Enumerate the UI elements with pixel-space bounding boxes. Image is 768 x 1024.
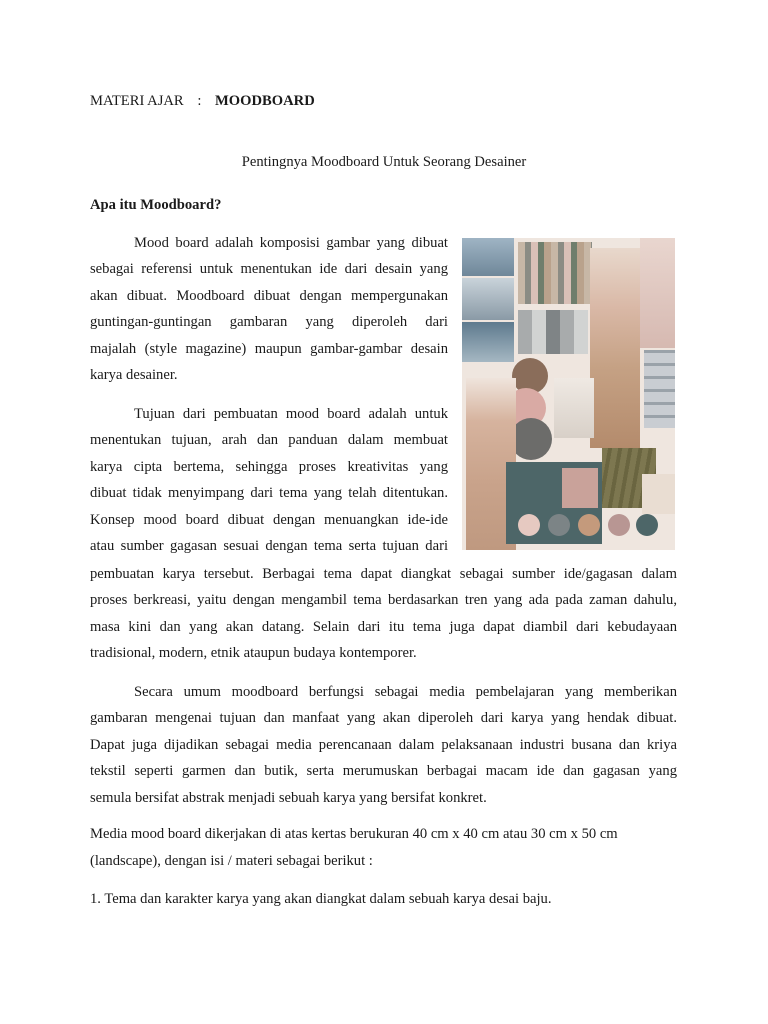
texture-tiles — [518, 310, 588, 354]
para2-line: proses berkreasi, yaitu dengan mengambil tema berdasarkan tren yang ada pada zaman dahulu, — [90, 592, 677, 608]
header-topic: MOODBOARD — [215, 93, 315, 109]
interior-photo — [462, 278, 514, 320]
para3-line: tekstil seperti garmen dan butik, serta merumuskan berbagai macam ide dan gagasan yang — [90, 763, 677, 779]
fabric-swatch — [562, 468, 598, 508]
para1-line: Mood board adalah komposisi gambar yang dibuat — [134, 235, 448, 251]
fabric-swatches — [518, 242, 592, 304]
moodboard-collage-image — [462, 238, 675, 550]
document-title: Pentingnya Moodboard Untuk Seorang Desainer — [241, 154, 527, 170]
interior-photo — [462, 238, 514, 276]
para2-line: Konsep mood board dibuat dengan menuangkan ide-ide — [90, 512, 448, 528]
shoe-photo — [642, 474, 675, 514]
para2-line: pembuatan karya tersebut. Berbagai tema dapat diangkat sebagai sumber ide/gagasan dalam — [90, 566, 677, 582]
palette-dot — [518, 514, 540, 536]
para3-line: Dapat juga dijadikan sebagai media perencanaan dalam pelaksanaan industri busana dan kriya — [90, 737, 677, 753]
para1-line: sebagai referensi untuk menentukan ide dari desain yang — [90, 261, 448, 277]
palette-dot — [608, 514, 630, 536]
header-separator: : — [197, 93, 202, 109]
section-heading: Apa itu Moodboard? — [90, 197, 222, 213]
para4-line: Media mood board dikerjakan di atas kertas berukuran 40 cm x 40 cm atau 30 cm x 50 cm — [90, 826, 618, 842]
interior-photo — [462, 322, 514, 362]
header-line — [90, 92, 315, 110]
para2-line: Tujuan dari pembuatan mood board adalah untuk — [134, 406, 448, 422]
para2-line: menentukan tujuan, arah dan panduan dalam membuat — [90, 432, 448, 448]
para3-line: gambaran mengenai tujuan dan manfaat yang akan diperoleh dari karya yang hendak dibuat. — [90, 710, 677, 726]
window-photo — [644, 350, 675, 428]
para2-line: masa kini dan yang akan datang. Selain dari itu tema juga dapat diambil dari kebudayaan — [90, 619, 677, 635]
para3-line: semula bersifat abstrak menjadi sebuah karya yang bersifat konkret. — [90, 790, 487, 806]
para2-line: karya cipta bertema, sehingga proses kreativitas yang — [90, 459, 448, 475]
para1-line: majalah (style magazine) maupun gambar-gambar desain — [90, 341, 448, 357]
palette-dot — [548, 514, 570, 536]
interior-photo — [554, 378, 594, 438]
para1-line: akan dibuat. Moodboard dibuat dengan mempergunakan — [90, 288, 448, 304]
para2-line: tradisional, modern, etnik ataupun budaya kontemporer. — [90, 645, 417, 661]
para4-line: (landscape), dengan isi / materi sebagai berikut : — [90, 853, 373, 869]
para1-line: guntingan-guntingan gambaran yang diperoleh dari — [90, 314, 448, 330]
para1-line: karya desainer. — [90, 367, 178, 383]
fashion-model-photo — [590, 248, 640, 448]
palette-dot — [636, 514, 658, 536]
header-label: MATERI AJAR — [90, 93, 184, 109]
swatch-circle — [510, 418, 552, 460]
building-photo — [640, 238, 675, 348]
para3-line: Secara umum moodboard berfungsi sebagai media pembelajaran yang memberikan — [134, 684, 677, 700]
palette-dot — [578, 514, 600, 536]
para2-line: atau sumber gagasan sesuai dengan tema serta tujuan dari — [90, 538, 448, 554]
list-item: 1. Tema dan karakter karya yang akan diangkat dalam sebuah karya desai baju. — [90, 891, 552, 907]
para2-line: dibuat tidak menyimpang dari tema yang telah ditentukan. — [90, 485, 448, 501]
